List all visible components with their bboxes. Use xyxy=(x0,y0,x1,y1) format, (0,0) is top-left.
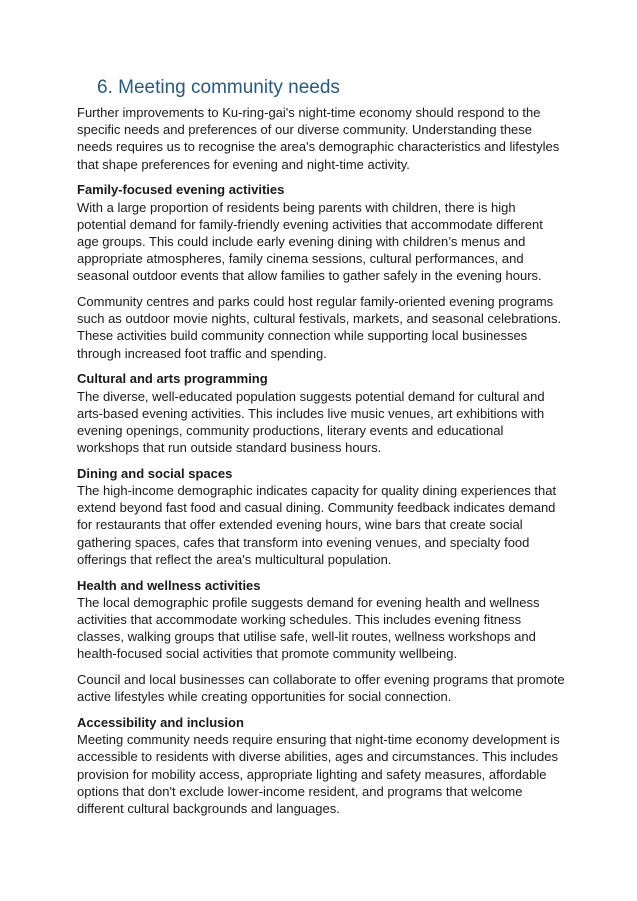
paragraph: Meeting community needs require ensuring that night-time economy development is accessible to residents with diverse abilities, ages and circumstances. This includes provision for mobility access, appropriate lighting and safety measures, affordable options that don't exclude lower-income resident, and programs that welcome different cultural backgrounds and languages. xyxy=(77,732,560,817)
paragraph: Community centres and parks could host regular family-oriented evening programs such as outdoor movie nights, cultural festivals, markets, and seasonal celebrations. These activities build community connection while supporting local businesses through increased foot traffic and spending. xyxy=(77,294,562,361)
subsection-heading: Dining and social spaces xyxy=(77,465,233,481)
subsection-dining xyxy=(77,465,567,568)
subsection-heading: Cultural and arts programming xyxy=(77,371,268,387)
paragraph: The high-income demographic indicates capacity for quality dining experiences that extend beyond fast food and casual dining. Community feedback indicates demand for restaurants that offer extended evening hours, wine bars that create social gathering spaces, cafes that transform into evening venues, and specialty food offerings that reflect the area's multicultural population. xyxy=(77,483,557,567)
subsection-cultural xyxy=(77,370,567,456)
section-title: 6. Meeting community needs xyxy=(97,77,340,98)
document-page xyxy=(77,76,567,817)
paragraph: Council and local businesses can collaborate to offer evening programs that promote active lifestyles while creating opportunities for social connection. xyxy=(77,672,565,705)
subsection-heading: Family-focused evening activities xyxy=(77,182,285,198)
paragraph: The diverse, well-educated population suggests potential demand for cultural and arts-based evening activities. This includes live music venues, art exhibitions with evening openings, community productions, literary events and educational workshops that run outside standard business hours. xyxy=(77,388,545,456)
intro-paragraph: Further improvements to Ku-ring-gai's night-time economy should respond to the specific needs and preferences of our diverse community. Understanding these needs requires us to recognise the area's demographic characteristics and lifestyles that shape preferences for evening and night-time activity. xyxy=(77,105,560,172)
subsection-family xyxy=(77,181,567,362)
subsection-heading: Health and wellness activities xyxy=(77,577,261,593)
subsection-accessibility xyxy=(77,714,567,817)
subsection-heading: Accessibility and inclusion xyxy=(77,715,244,730)
paragraph: With a large proportion of residents being parents with children, there is high potential demand for family-friendly evening activities that accommodate different age groups. This could include early evening dining with children’s menus and appropriate atmospheres, family cinema sessions, cultural performances, and seasonal outdoor events that allow families to gather safely in the evening hours. xyxy=(77,199,543,284)
paragraph: The local demographic profile suggests demand for evening health and wellness activities that accommodate working schedules. This includes evening fitness classes, walking groups that utilise safe, well-lit routes, wellness workshops and health-focused social activities that promote community wellbeing. xyxy=(77,594,540,662)
subsection-health xyxy=(77,577,567,706)
